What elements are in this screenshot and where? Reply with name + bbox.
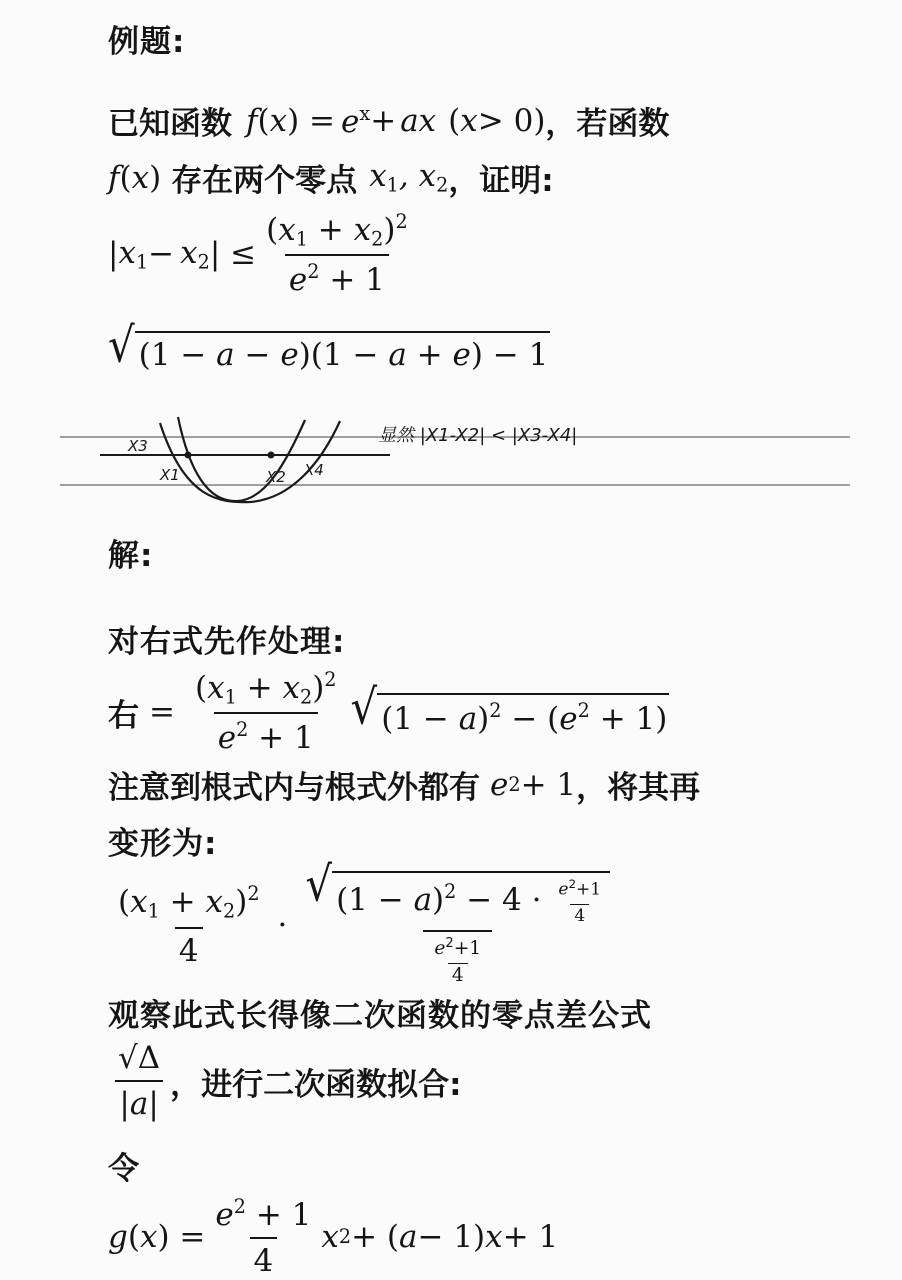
note-line-2: 变形为: <box>108 826 218 862</box>
problem-line1-prefix: 已知函数 <box>108 106 232 142</box>
problem-line-1: 已知函数 f ( x ) = $e^x$ + ax ( x > 0) ，若函数 <box>108 98 669 143</box>
transformed-formula: $\frac{(x_1 + x_2)^2}{4}$ · √ $(1 - a)^2 - 4$ · $\frac{e^2+1}{4}$ $\frac{e^2+1}{4}$ <box>108 865 620 986</box>
sketch-label-x4: X4 <box>304 461 324 479</box>
problem-line1-suffix: ，若函数 <box>545 106 670 142</box>
g-definition: g ( x ) = $\frac{e^2 + 1}{4}$ x 2 + ( a − 1) x + 1 <box>108 1195 559 1279</box>
problem-line2-prefix: 存在两个零点 <box>171 163 358 199</box>
fit-line: $\frac{√\Delta}{|a|}$ ，进行二次函数拟合: <box>108 1040 462 1122</box>
handwritten-sketch <box>60 405 860 505</box>
sketch-note: 显然 |X1-X2| < |X3-X4| <box>378 425 578 446</box>
sketch-label-x3: X3 <box>128 437 148 455</box>
note-line-1: 注意到根式内与根式外都有 e 2 + 1 ，将其再 <box>108 762 700 807</box>
problem-line-2: f ( x ) 存在两个零点 $x_1$, $x_2$ ，证明: <box>108 155 554 200</box>
observation-text: 观察此式长得像二次函数的零点差公式 <box>108 998 652 1034</box>
right-side-formula: 右 = $\frac{(x_1 + x_2)^2}{e^2 + 1}$ √ $(1 - a)^2 - (e^2 + 1)$ <box>108 668 668 757</box>
inequality-formula: | $x_1$ − $x_2$ | ≤ $\frac{(x_1 + x_2)^2}{e^2 + 1}$ <box>108 210 418 298</box>
zeros-symbols: $x_1$, $x_2$ <box>369 158 449 197</box>
example-heading: 例题: <box>108 24 186 60</box>
note-prefix: 注意到根式内与根式外都有 <box>108 770 480 806</box>
let-text: 令 <box>108 1151 140 1187</box>
solution-step-1: 对右式先作处理: <box>108 624 346 660</box>
right-label: 右 <box>108 697 139 734</box>
inequality-fraction: $\frac{(x_1 + x_2)^2}{e^2 + 1}$ <box>266 210 408 299</box>
note-suffix: ，将其再 <box>576 770 701 806</box>
solution-heading: 解: <box>108 538 154 574</box>
sketch-label-x2: X2 <box>266 468 286 486</box>
sketch-label-x1: X1 <box>160 466 180 484</box>
fit-suffix: ，进行二次函数拟合: <box>170 1066 462 1103</box>
sqrt-expression: √ (1 − a − e)(1 − a + e) − 1 <box>108 316 549 374</box>
function-definition: f <box>246 102 258 139</box>
problem-line2-suffix: ，证明: <box>448 163 554 199</box>
